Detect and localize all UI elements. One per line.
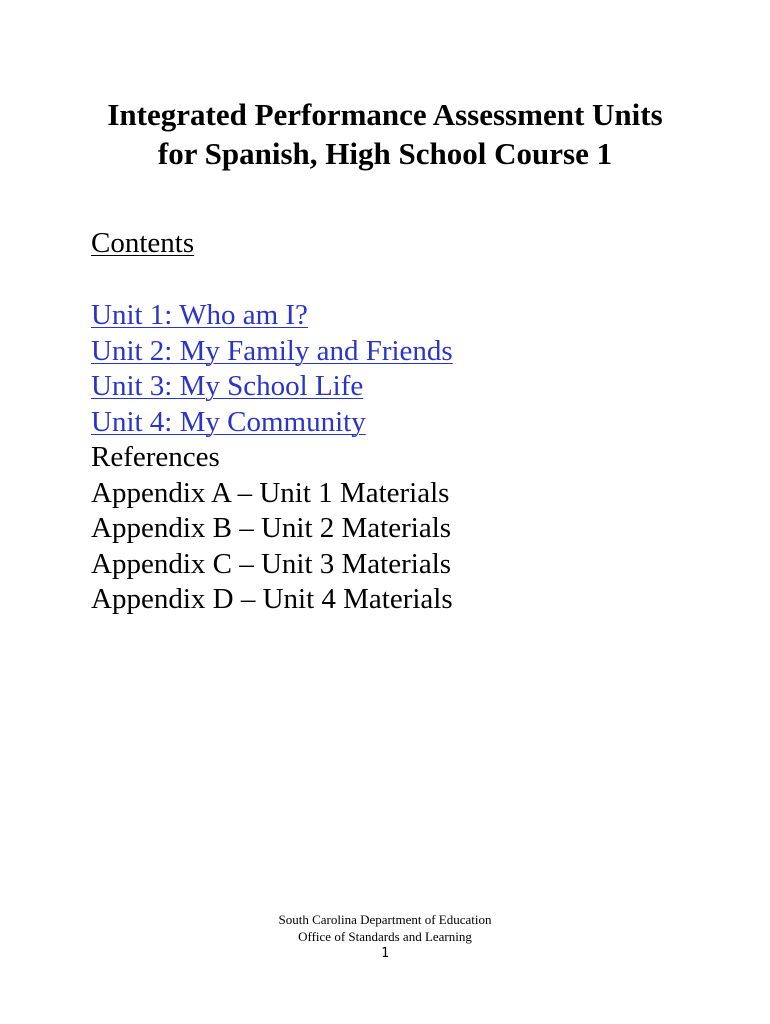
toc-link-unit-2[interactable]: Unit 2: My Family and Friends [91, 334, 453, 367]
toc-item-unit-4 [91, 405, 453, 441]
footer-organization: South Carolina Department of Education [278, 912, 492, 927]
toc-item-references: References [91, 441, 220, 473]
table-of-contents [91, 298, 453, 618]
title-line-1: Integrated Performance Assessment Units [107, 97, 663, 132]
document-title [0, 95, 770, 173]
toc-item-appendix-d: Appendix D – Unit 4 Materials [91, 583, 453, 615]
toc-link-unit-4[interactable]: Unit 4: My Community [91, 405, 366, 438]
page-footer [0, 911, 770, 962]
toc-link-unit-1[interactable]: Unit 1: Who am I? [91, 299, 308, 331]
toc-item-appendix-b: Appendix B – Unit 2 Materials [91, 512, 452, 544]
page-number: 1 [381, 946, 389, 961]
toc-link-unit-3[interactable]: Unit 3: My School Life [91, 370, 364, 402]
toc-item-unit-2 [91, 334, 453, 370]
toc-item-appendix-a: Appendix A – Unit 1 Materials [91, 476, 450, 509]
footer-office: Office of Standards and Learning [298, 929, 472, 944]
toc-item-unit-1 [91, 298, 453, 334]
toc-item-appendix-c: Appendix C – Unit 3 Materials [91, 547, 452, 580]
toc-item-unit-3 [91, 369, 453, 405]
contents-heading: Contents [91, 227, 195, 259]
title-line-2: for Spanish, High School Course 1 [157, 136, 613, 171]
